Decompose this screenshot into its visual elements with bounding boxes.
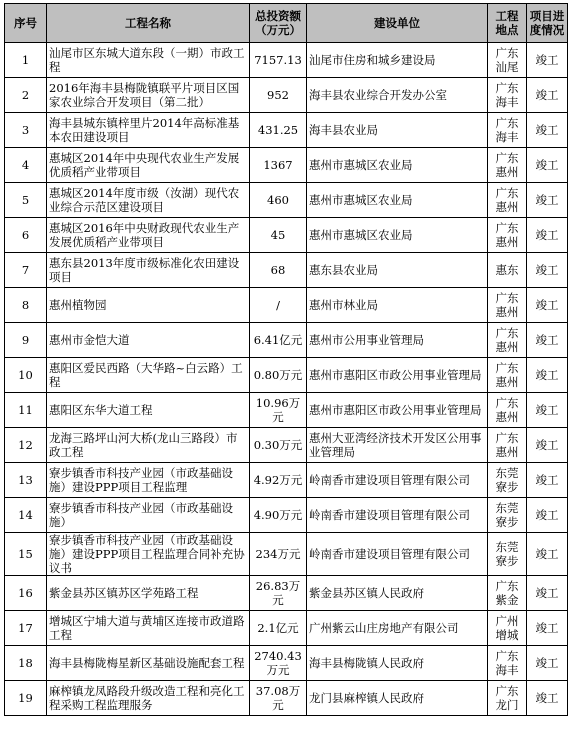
table-row bbox=[5, 463, 568, 498]
status-cell: 竣工 bbox=[527, 498, 568, 533]
row-number: 5 bbox=[5, 183, 47, 218]
builder-cell: 汕尾市住房和城乡建设局 bbox=[307, 43, 488, 78]
project-name-cell: 惠阳区东华大道工程 bbox=[47, 393, 250, 428]
table-row bbox=[5, 576, 568, 611]
investment-cell: 7157.13 bbox=[250, 43, 307, 78]
project-name-cell: 惠阳区爱民西路（大华路~白云路）工程 bbox=[47, 358, 250, 393]
investment-cell: 10.96万元 bbox=[250, 393, 307, 428]
builder-cell: 惠州市惠城区农业局 bbox=[307, 148, 488, 183]
status-cell: 竣工 bbox=[527, 288, 568, 323]
status-cell: 竣工 bbox=[527, 218, 568, 253]
status-cell: 竣工 bbox=[527, 463, 568, 498]
location-cell: 惠东 bbox=[488, 253, 527, 288]
status-cell: 竣工 bbox=[527, 533, 568, 576]
project-name-cell: 寮步镇香市科技产业园（市政基础设施） bbox=[47, 498, 250, 533]
investment-cell: 45 bbox=[250, 218, 307, 253]
location-cell: 东莞寮步 bbox=[488, 533, 527, 576]
investment-cell: 2740.43万元 bbox=[250, 646, 307, 681]
status-cell: 竣工 bbox=[527, 611, 568, 646]
project-name-cell: 寮步镇香市科技产业园（市政基础设施）建设PPP项目工程监理合同补充协议书 bbox=[47, 533, 250, 576]
builder-cell: 龙门县麻榨镇人民政府 bbox=[307, 681, 488, 716]
header-investment: 总投资额（万元） bbox=[250, 4, 307, 43]
location-cell: 东莞寮步 bbox=[488, 463, 527, 498]
row-number: 13 bbox=[5, 463, 47, 498]
investment-cell: 0.30万元 bbox=[250, 428, 307, 463]
project-name-cell: 惠城区2014年度市级（汝湖）现代农业综合示范区建设项目 bbox=[47, 183, 250, 218]
row-number: 8 bbox=[5, 288, 47, 323]
project-name-cell: 海丰县梅陇梅星新区基础设施配套工程 bbox=[47, 646, 250, 681]
location-cell: 广东紫金 bbox=[488, 576, 527, 611]
table-row bbox=[5, 183, 568, 218]
builder-cell: 惠州市惠阳区市政公用事业管理局 bbox=[307, 358, 488, 393]
builder-cell: 惠州大亚湾经济技术开发区公用事业管理局 bbox=[307, 428, 488, 463]
location-cell: 广东汕尾 bbox=[488, 43, 527, 78]
builder-cell: 惠州市惠城区农业局 bbox=[307, 183, 488, 218]
builder-cell: 岭南香市建设项目管理有限公司 bbox=[307, 463, 488, 498]
builder-cell: 岭南香市建设项目管理有限公司 bbox=[307, 498, 488, 533]
investment-cell: 431.25 bbox=[250, 113, 307, 148]
status-cell: 竣工 bbox=[527, 43, 568, 78]
project-name-cell: 紫金县苏区镇苏区学苑路工程 bbox=[47, 576, 250, 611]
table-row bbox=[5, 218, 568, 253]
project-name-cell: 惠州植物园 bbox=[47, 288, 250, 323]
location-cell: 广东海丰 bbox=[488, 78, 527, 113]
location-cell: 广东惠州 bbox=[488, 358, 527, 393]
status-cell: 竣工 bbox=[527, 148, 568, 183]
row-number: 19 bbox=[5, 681, 47, 716]
builder-cell: 惠东县农业局 bbox=[307, 253, 488, 288]
status-cell: 竣工 bbox=[527, 253, 568, 288]
row-number: 9 bbox=[5, 323, 47, 358]
header-status: 项目进度情况 bbox=[527, 4, 568, 43]
builder-cell: 岭南香市建设项目管理有限公司 bbox=[307, 533, 488, 576]
header-project-name: 工程名称 bbox=[47, 4, 250, 43]
project-name-cell: 龙海三路坪山河大桥(龙山三路段）市政工程 bbox=[47, 428, 250, 463]
project-name-cell: 麻榨镇龙凤路段升级改造工程和亮化工程采购工程监理服务 bbox=[47, 681, 250, 716]
investment-cell: 952 bbox=[250, 78, 307, 113]
builder-cell: 海丰县农业局 bbox=[307, 113, 488, 148]
table-row bbox=[5, 428, 568, 463]
builder-cell: 惠州市惠阳区市政公用事业管理局 bbox=[307, 393, 488, 428]
row-number: 1 bbox=[5, 43, 47, 78]
location-cell: 广东惠州 bbox=[488, 288, 527, 323]
investment-cell: 6.41亿元 bbox=[250, 323, 307, 358]
project-name-cell: 寮步镇香市科技产业园（市政基础设施）建设PPP项目工程监理 bbox=[47, 463, 250, 498]
investment-cell: 26.83万元 bbox=[250, 576, 307, 611]
location-cell: 广东惠州 bbox=[488, 323, 527, 358]
builder-cell: 紫金县苏区镇人民政府 bbox=[307, 576, 488, 611]
investment-cell: 4.90万元 bbox=[250, 498, 307, 533]
location-cell: 广东惠州 bbox=[488, 218, 527, 253]
table-row bbox=[5, 611, 568, 646]
table-header-row bbox=[5, 4, 568, 43]
location-cell: 广东惠州 bbox=[488, 393, 527, 428]
row-number: 12 bbox=[5, 428, 47, 463]
table-row bbox=[5, 358, 568, 393]
table-row bbox=[5, 393, 568, 428]
status-cell: 竣工 bbox=[527, 428, 568, 463]
builder-cell: 惠州市公用事业管理局 bbox=[307, 323, 488, 358]
investment-cell: 37.08万元 bbox=[250, 681, 307, 716]
builder-cell: 海丰县农业综合开发办公室 bbox=[307, 78, 488, 113]
table-row bbox=[5, 113, 568, 148]
project-name-cell: 惠城区2016年中央财政现代农业生产发展优质稻产业带项目 bbox=[47, 218, 250, 253]
investment-cell: / bbox=[250, 288, 307, 323]
row-number: 2 bbox=[5, 78, 47, 113]
row-number: 11 bbox=[5, 393, 47, 428]
table-body bbox=[5, 43, 568, 716]
row-number: 4 bbox=[5, 148, 47, 183]
table-row bbox=[5, 253, 568, 288]
table-row bbox=[5, 323, 568, 358]
table-row bbox=[5, 288, 568, 323]
project-name-cell: 惠东县2013年度市级标准化农田建设项目 bbox=[47, 253, 250, 288]
builder-cell: 惠州市惠城区农业局 bbox=[307, 218, 488, 253]
table-row bbox=[5, 148, 568, 183]
location-cell: 广东海丰 bbox=[488, 113, 527, 148]
row-number: 3 bbox=[5, 113, 47, 148]
table-row bbox=[5, 43, 568, 78]
status-cell: 竣工 bbox=[527, 358, 568, 393]
row-number: 16 bbox=[5, 576, 47, 611]
table-row bbox=[5, 646, 568, 681]
status-cell: 竣工 bbox=[527, 78, 568, 113]
project-name-cell: 汕尾市区东城大道东段（一期）市政工程 bbox=[47, 43, 250, 78]
builder-cell: 惠州市林业局 bbox=[307, 288, 488, 323]
status-cell: 竣工 bbox=[527, 681, 568, 716]
location-cell: 广东惠州 bbox=[488, 148, 527, 183]
row-number: 7 bbox=[5, 253, 47, 288]
status-cell: 竣工 bbox=[527, 113, 568, 148]
status-cell: 竣工 bbox=[527, 393, 568, 428]
location-cell: 广东惠州 bbox=[488, 428, 527, 463]
project-name-cell: 惠城区2014年中央现代农业生产发展优质稻产业带项目 bbox=[47, 148, 250, 183]
row-number: 6 bbox=[5, 218, 47, 253]
status-cell: 竣工 bbox=[527, 646, 568, 681]
investment-cell: 1367 bbox=[250, 148, 307, 183]
table-row bbox=[5, 498, 568, 533]
project-name-cell: 惠州市金恺大道 bbox=[47, 323, 250, 358]
project-table bbox=[4, 3, 568, 716]
row-number: 14 bbox=[5, 498, 47, 533]
investment-cell: 4.92万元 bbox=[250, 463, 307, 498]
header-no: 序号 bbox=[5, 4, 47, 43]
status-cell: 竣工 bbox=[527, 323, 568, 358]
builder-cell: 海丰县梅陇镇人民政府 bbox=[307, 646, 488, 681]
row-number: 18 bbox=[5, 646, 47, 681]
investment-cell: 234万元 bbox=[250, 533, 307, 576]
status-cell: 竣工 bbox=[527, 576, 568, 611]
project-name-cell: 增城区宁埔大道与黄埔区连接市政道路工程 bbox=[47, 611, 250, 646]
investment-cell: 0.80万元 bbox=[250, 358, 307, 393]
investment-cell: 2.1亿元 bbox=[250, 611, 307, 646]
investment-cell: 460 bbox=[250, 183, 307, 218]
table-row bbox=[5, 533, 568, 576]
builder-cell: 广州紫云山庄房地产有限公司 bbox=[307, 611, 488, 646]
table-row bbox=[5, 78, 568, 113]
project-name-cell: 海丰县城东镇梓里片2014年高标准基本农田建设项目 bbox=[47, 113, 250, 148]
location-cell: 广东惠州 bbox=[488, 183, 527, 218]
location-cell: 广州增城 bbox=[488, 611, 527, 646]
row-number: 10 bbox=[5, 358, 47, 393]
row-number: 15 bbox=[5, 533, 47, 576]
status-cell: 竣工 bbox=[527, 183, 568, 218]
header-builder: 建设单位 bbox=[307, 4, 488, 43]
table-row bbox=[5, 681, 568, 716]
row-number: 17 bbox=[5, 611, 47, 646]
location-cell: 广东龙门 bbox=[488, 681, 527, 716]
header-location: 工程地点 bbox=[488, 4, 527, 43]
location-cell: 东莞寮步 bbox=[488, 498, 527, 533]
location-cell: 广东海丰 bbox=[488, 646, 527, 681]
project-name-cell: 2016年海丰县梅陇镇联平片项目区国家农业综合开发项目（第二批） bbox=[47, 78, 250, 113]
investment-cell: 68 bbox=[250, 253, 307, 288]
